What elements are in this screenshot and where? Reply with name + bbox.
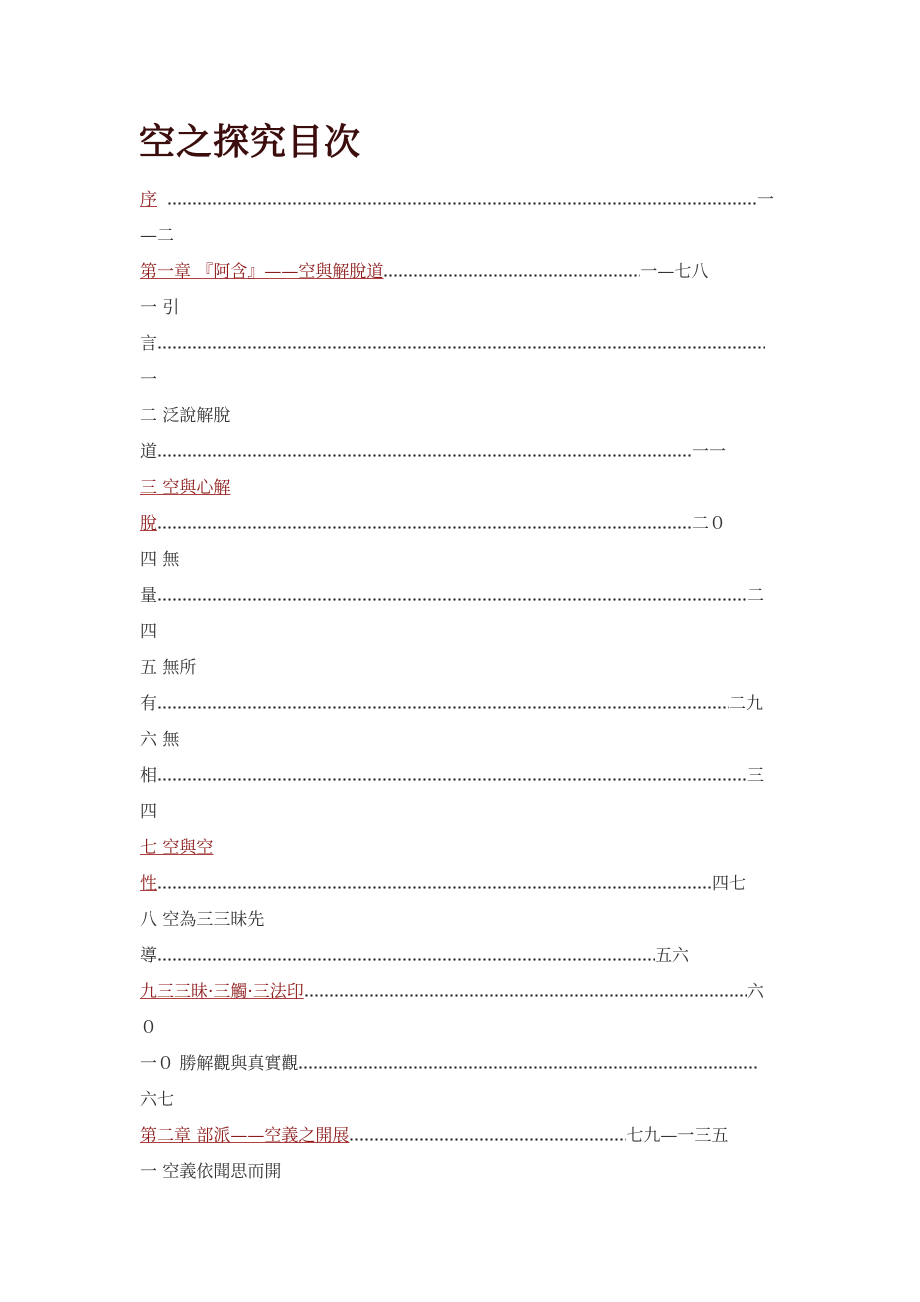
toc-text-label: —二 [140, 226, 174, 246]
toc-link[interactable]: 三 空與心解 [140, 478, 231, 498]
dot-leader [157, 886, 712, 889]
toc-text [140, 224, 174, 248]
dot-leader [157, 346, 765, 349]
toc-entry [140, 944, 689, 968]
toc-text [140, 368, 157, 392]
dot-leader [157, 958, 655, 961]
toc-text-label: 一 [140, 370, 157, 390]
dot-leader [349, 1138, 626, 1141]
toc-text-label: 四 [140, 622, 157, 642]
dot-leader [157, 598, 747, 601]
toc-entry [140, 332, 765, 356]
toc-text-label: 相 [140, 766, 157, 786]
dot-leader [383, 274, 640, 277]
page-number: 二０ [692, 514, 726, 534]
toc-link[interactable]: 第一章 『阿含』——空與解脫道 [140, 262, 384, 282]
toc-entry[interactable] [140, 836, 213, 860]
toc-link[interactable]: 性 [140, 874, 157, 894]
toc-text-label: 道 [140, 442, 157, 462]
toc-text-label: 一０ 勝解觀與真實觀 [140, 1054, 299, 1074]
toc-entry [140, 440, 726, 464]
dot-leader [298, 1066, 758, 1069]
toc-text-label: ０ [140, 1018, 157, 1038]
toc-text-label: 量 [140, 586, 157, 606]
toc-text-label: 六七 [140, 1090, 174, 1110]
toc-text-label: 一 空義依聞思而開 [140, 1162, 282, 1182]
toc-text [140, 1088, 174, 1112]
toc-entry [140, 584, 764, 608]
toc-text [140, 1016, 157, 1040]
page-number: 六 [746, 982, 764, 1002]
page-number: 三 [747, 766, 764, 786]
page-title: 空之探究目次 [139, 122, 362, 163]
page-number: 五六 [655, 946, 689, 966]
toc-text-label: 五 無所 [140, 658, 197, 678]
toc-text [140, 296, 179, 320]
toc-text-label: 六 無 [140, 730, 180, 750]
dot-leader [157, 454, 692, 457]
dot-leader [157, 526, 692, 529]
toc-entry[interactable] [140, 512, 726, 536]
toc-text-label: 二 泛說解脫 [140, 406, 231, 426]
toc-text-label: 八 空為三三昧先 [140, 910, 265, 930]
toc-entry[interactable] [140, 872, 746, 896]
toc-text [140, 728, 179, 752]
toc-link[interactable]: 七 空與空 [140, 838, 214, 858]
toc-text-label: 導 [140, 946, 157, 966]
page-number: 二 [747, 586, 764, 606]
toc-link[interactable]: 九三三昧·三觸·三法印 [140, 982, 304, 1002]
page-number: 四七 [712, 874, 746, 894]
dot-leader [157, 706, 729, 709]
toc-text-label: 有 [140, 694, 157, 714]
toc-link[interactable]: 序 [140, 190, 157, 210]
dot-leader [157, 778, 747, 781]
toc-link[interactable]: 第二章 部派——空義之開展 [140, 1126, 350, 1146]
page-number: 一 [757, 190, 774, 210]
toc-text [140, 1160, 281, 1184]
toc-text [140, 404, 230, 428]
page-number: 七九—一三五 [626, 1126, 729, 1146]
toc-entry-chapter-1[interactable] [140, 260, 708, 284]
page-number: 一—七八 [640, 262, 709, 282]
toc-text [140, 548, 179, 572]
toc-entry [140, 1052, 758, 1076]
toc-entry-chapter-2[interactable] [140, 1124, 728, 1148]
page-number: 一一 [692, 442, 726, 462]
dot-leader [167, 202, 757, 205]
toc-entry-preface[interactable] [140, 188, 774, 212]
toc-entry [140, 692, 763, 716]
dot-leader [304, 994, 747, 997]
toc-text-label: 一 引 [140, 298, 180, 318]
toc-text [140, 656, 196, 680]
toc-entry[interactable] [140, 980, 764, 1004]
toc-text [140, 800, 157, 824]
toc-text-label: 四 [140, 802, 157, 822]
toc-entry [140, 764, 764, 788]
toc-text [140, 908, 264, 932]
page-number: 二九 [729, 694, 763, 714]
toc-text-label: 言 [140, 334, 157, 354]
toc-text [140, 620, 157, 644]
toc-link[interactable]: 脫 [140, 514, 157, 534]
toc-entry[interactable] [140, 476, 230, 500]
toc-text-label: 四 無 [140, 550, 180, 570]
